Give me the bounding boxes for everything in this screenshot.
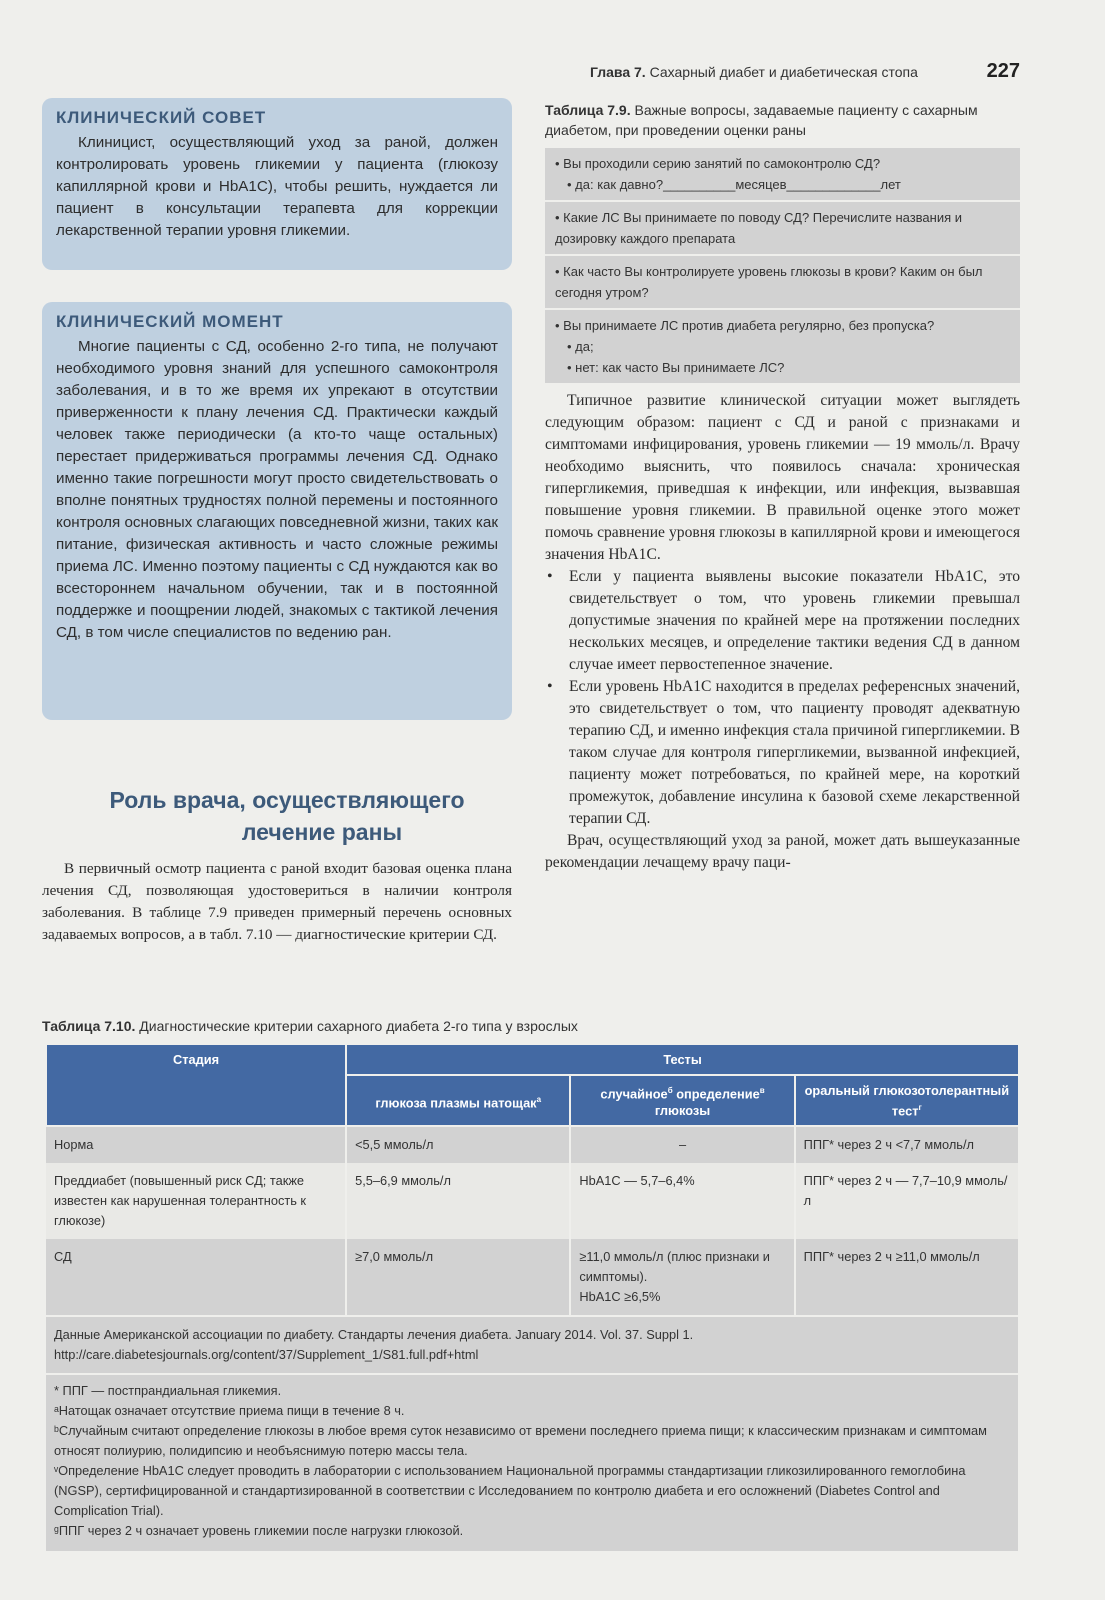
clinical-moment-box	[42, 302, 512, 720]
ogtt-cell: ППГ* через 2 ч — 7,7–10,9 ммоль/л	[795, 1163, 1019, 1239]
table-7-9-row	[545, 148, 1020, 202]
table-source-row	[46, 1316, 1019, 1374]
page-number: 227	[986, 60, 1020, 82]
right-column-text	[545, 390, 1020, 874]
table-7-9-row	[545, 202, 1020, 256]
question-text: • Вы проходили серию занятий по самоконтролю СД?	[555, 156, 881, 171]
chapter-title	[590, 64, 918, 80]
table-row-diabetes	[46, 1239, 1019, 1316]
fasting-cell: 5,5–6,9 ммоль/л	[346, 1163, 570, 1239]
table-row-prediabetes	[46, 1163, 1019, 1239]
bullet-item: • Если уровень HbA1C находится в пределах референсных значений, это свидетельствует о том, что пациенту проводят адекватную терапию СД, и именно инфекция стала причиной гипергликемии. В таком случае для контроля гипергликемии, вызванной инфекцией, пациенту может потребоваться, по крайней мере, на короткий промежуток, добавление инсулина к базовой схеме лекарственной терапии СД.	[545, 676, 1020, 830]
bullet-item: • Если у пациента выявлены высокие показатели HbA1C, это свидетельствует о том, что уровень гликемии превышал допустимые значения по крайней мере на протяжении последних нескольких месяцев, и определение тактики ведения СД в данном случае имеет первостепенное значение.	[545, 566, 1020, 676]
fasting-cell: <5,5 ммоль/л	[346, 1126, 570, 1163]
table-row-norm	[46, 1126, 1019, 1163]
header-fasting-glucose: глюкоза плазмы натощак$^a$	[346, 1075, 570, 1126]
footnote: * ППГ — постпрандиальная гликемия.	[54, 1383, 282, 1399]
question-text: • Вы принимаете ЛС против диабета регулярно, без пропуска?	[555, 318, 935, 333]
footnote: ᵃНатощак означает отсутствие приема пищи в течение 8 ч.	[54, 1403, 405, 1419]
section-heading-line1: Роль врача, осуществляющего	[109, 787, 465, 813]
clinical-advice-title: КЛИНИЧЕСКИЙ СОВЕТ	[56, 108, 267, 127]
table-7-10-caption-text: Диагностические критерии сахарного диабета 2-го типа у взрослых	[139, 1018, 578, 1034]
random-cell: HbA1C — 5,7–6,4%	[570, 1163, 794, 1239]
stage-cell: СД	[46, 1239, 346, 1316]
chapter-name: Сахарный диабет и диабетическая стопа	[649, 64, 918, 80]
clinical-advice-box	[42, 98, 512, 270]
header-random-glucose: случайное$^б$ определение$^в$ глюкозы	[570, 1075, 794, 1126]
random-cell: ≥11,0 ммоль/л (плюс признаки и симптомы). HbA1C ≥6,5%	[570, 1239, 794, 1316]
clinical-advice-text: Клиницист, осуществляющий уход за раной, должен контролировать уровень гликемии у пациента (глюкозу капиллярной крови и HbA1C), чтобы решить, нуждается ли пациент в консультации терапевта для коррекции лекарственной терапии уровня гликемии.	[56, 134, 498, 239]
paragraph: Типичное развитие клинической ситуации может выглядеть следующим образом: пациент с СД и раной с признаками и симптомами инфицирования, уровень гликемии — 19 ммоль/л. Врачу необходимо выяснить, что появилось сначала: хроническая гипергликемия, приведшая к инфекции, или инфекция, вызвавшая повышение уровня гликемии. В правильной оценке этого может помочь сравнение уровня глюкозы в капиллярной крови и имеющегося значения HbA1C.	[545, 392, 1020, 563]
question-subitem: • да;	[567, 339, 594, 354]
question-subitem: • да: как давно?__________месяцев_____________лет	[567, 177, 901, 192]
random-cell: –	[570, 1126, 794, 1163]
table-source: Данные Американской ассоциации по диабету. Стандарты лечения диабета. January 2014. Vol. 37. Suppl 1. http://care.diabetesjournals.org/content/37/Supplement_1/S81.full.pdf+html	[46, 1316, 1019, 1374]
section-heading	[72, 784, 502, 848]
table-7-9-caption	[545, 100, 1020, 140]
section-heading-line2: лечение раны	[241, 819, 403, 845]
running-header	[590, 60, 1020, 84]
question-subitem: • нет: как часто Вы принимаете ЛС?	[567, 360, 785, 375]
table-7-10-label: Таблица 7.10.	[42, 1018, 136, 1034]
stage-cell: Норма	[46, 1126, 346, 1163]
paragraph: Врач, осуществляющий уход за раной, может дать вышеуказанные рекомендации лечащему врачу паци-	[545, 832, 1020, 871]
table-notes	[46, 1374, 1019, 1551]
footnote: ᵛОпределение HbA1C следует проводить в лаборатории с использованием Национальной программы стандартизации гликозилированного гемоглобина (NGSP), сертифицированной и стандартизированной в соответствии с Исследованием по контролю диабета и его осложнений (Diabetes Control and Complication Trial).	[54, 1463, 966, 1519]
question-text: • Как часто Вы контролируете уровень глюкозы в крови? Каким он был сегодня утром?	[555, 264, 983, 300]
table-notes-row	[46, 1374, 1019, 1551]
footnote: ᵍППГ через 2 ч означает уровень гликемии после нагрузки глюкозой.	[54, 1523, 464, 1539]
stage-cell: Преддиабет (повышенный риск СД; также известен как нарушенная толерантность к глюкозе)	[46, 1163, 346, 1239]
table-7-9-row	[545, 256, 1020, 310]
table-7-9-caption-text: Важные вопросы, задаваемые пациенту с сахарным диабетом, при проведении оценки раны	[545, 102, 978, 138]
table-7-9	[545, 148, 1020, 385]
question-text: • Какие ЛС Вы принимаете по поводу СД? Перечислите названия и дозировку каждого препарата	[555, 210, 963, 246]
chapter-number: Глава 7.	[590, 64, 646, 80]
header-tests: Тесты	[346, 1044, 1019, 1075]
header-stage: Стадия	[46, 1044, 346, 1126]
table-7-10	[45, 1043, 1020, 1551]
clinical-moment-title: КЛИНИЧЕСКИЙ МОМЕНТ	[56, 312, 284, 331]
table-7-10-caption	[42, 1018, 1022, 1034]
section-body: В первичный осмотр пациента с раной входит базовая оценка плана лечения СД, позволяющая удостовериться в наличии контроля заболевания. В таблице 7.9 приведен примерный перечень основных задаваемых вопросов, а в табл. 7.10 — диагностические критерии СД.	[42, 860, 512, 943]
fasting-cell: ≥7,0 ммоль/л	[346, 1239, 570, 1316]
footnote: ᵇСлучайным считают определение глюкозы в любое время суток независимо от времени последнего приема пищи; к классическим признакам и симптомам относят полиурию, полидипсию и необъяснимую потерю массы тела.	[54, 1423, 987, 1459]
table-7-9-row	[545, 310, 1020, 385]
table-7-9-label: Таблица 7.9.	[545, 102, 631, 118]
clinical-moment-text: Многие пациенты с СД, особенно 2-го типа, не получают необходимого уровня знаний для успешного самоконтроля заболевания, и в то же время их упрекают в отсутствии приверженности к плану лечения СД. Практически каждый человек также периодически (а кто-то чаще остальных) перестает придерживаться программы лечения СД. Однако именно такие погрешности могут просто свидетельствовать о вполне понятных трудностях полной перемены и постоянного контроля основных слагающих повседневной жизни, таких как питание, физическая активность и часто сложные режимы приема ЛС. Именно поэтому пациенты с СД нуждаются как во всестороннем начальном обучении, так и в постоянной поддержке и поощрении людей, знакомых с тактикой лечения СД, в том числе специалистов по ведению ран.	[56, 338, 499, 641]
table-header-row	[46, 1044, 1019, 1075]
header-ogtt: оральный глюкозотолерантный тест$^г$	[795, 1075, 1019, 1126]
ogtt-cell: ППГ* через 2 ч <7,7 ммоль/л	[795, 1126, 1019, 1163]
bullet-list	[545, 566, 1020, 830]
ogtt-cell: ППГ* через 2 ч ≥11,0 ммоль/л	[795, 1239, 1019, 1316]
